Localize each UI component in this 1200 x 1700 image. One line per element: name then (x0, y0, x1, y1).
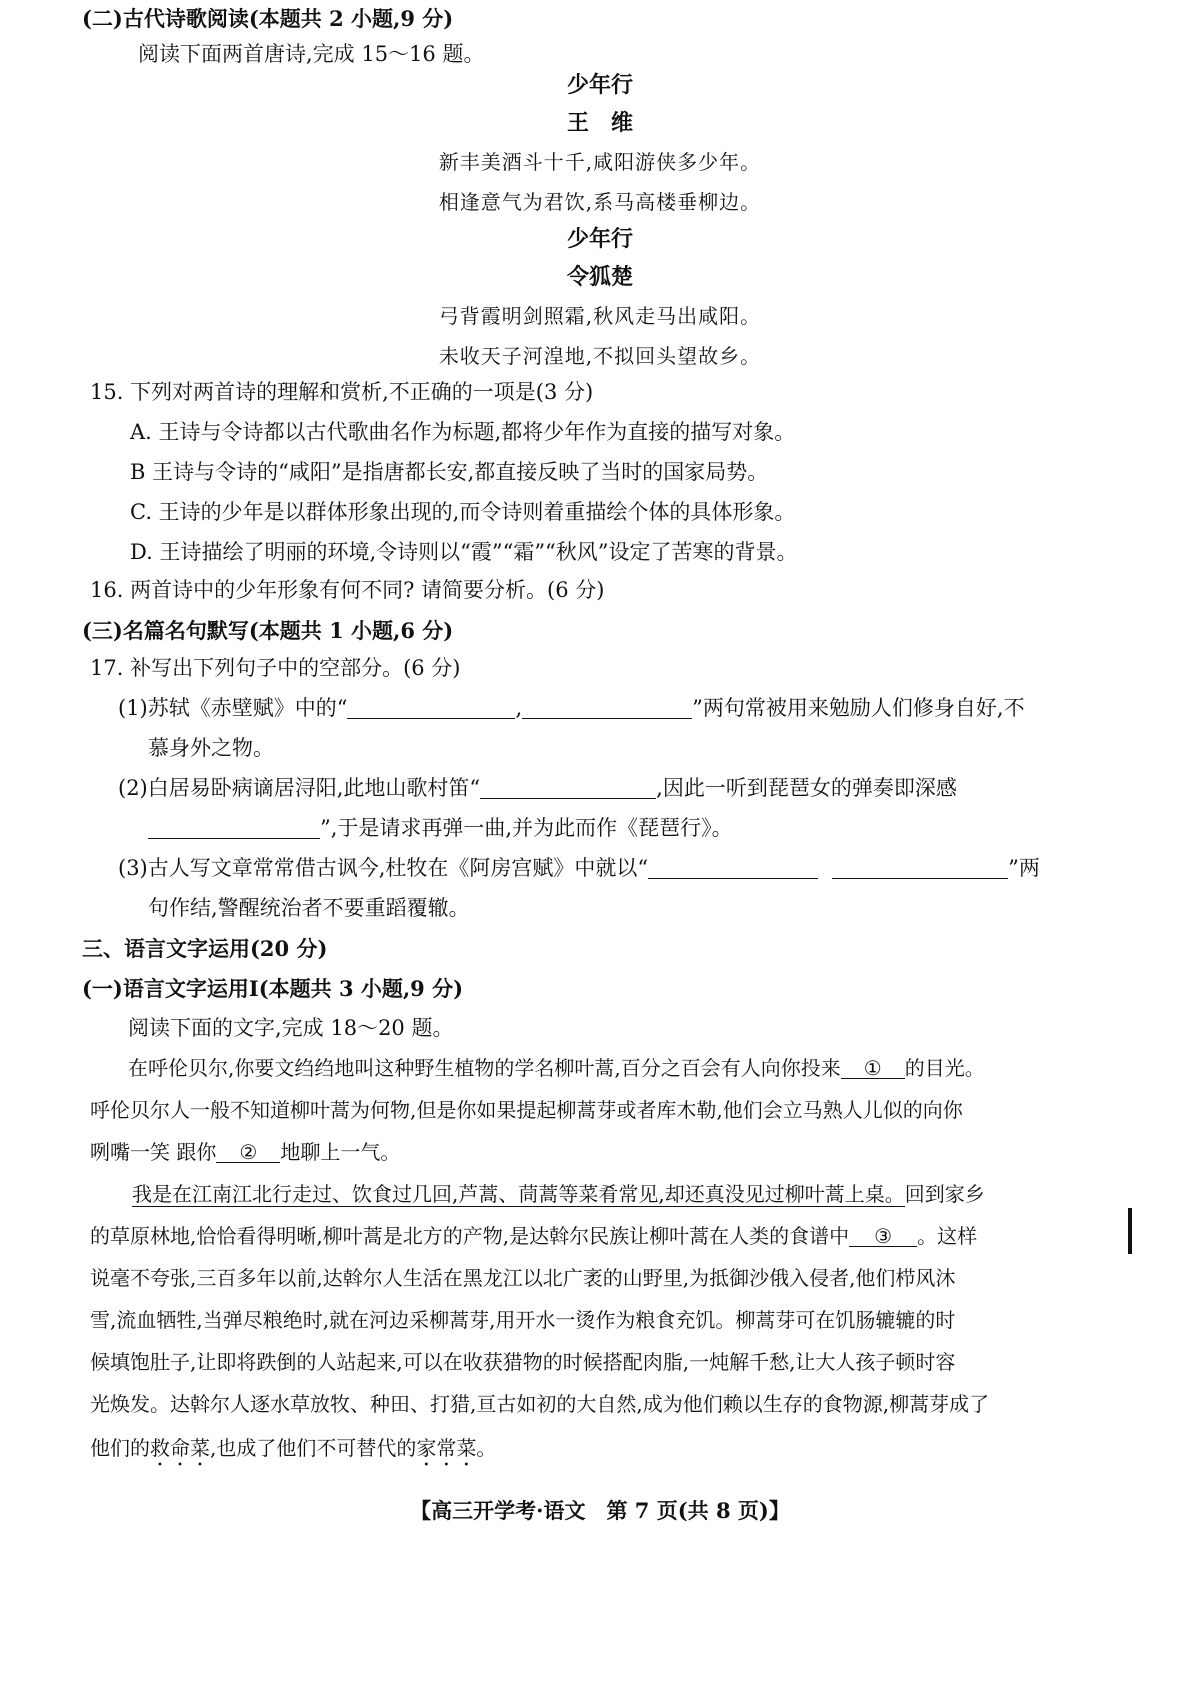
poem2-author: 令狐楚 (566, 264, 633, 290)
passage-line8: 候填饱肚子,让即将跌倒的人站起来,可以在收获猎物的时候搭配肉脂,一炖解千愁,让大人孩子顿时容 (90, 1350, 956, 1374)
section-3-heading: (三)名篇名句默写(本题共 1 小题,6 分) (82, 618, 454, 643)
scan-edge-mark (1128, 1208, 1132, 1254)
passage-line10-b: ,也成了他们不可替代的 (210, 1436, 417, 1460)
q17-item2-line2 (148, 818, 733, 839)
passage-line1-a: 在呼伦贝尔,你要文绉绉地叫这种野生植物的学名柳叶蒿,百分之百会有人向你投来 (128, 1056, 841, 1080)
passage-line4 (132, 1184, 985, 1204)
passage-line5 (90, 1226, 977, 1247)
dotted-word-1: 救命菜 (150, 1436, 210, 1460)
poem1-title: 少年行 (566, 72, 633, 98)
q17-item2-text-c: ”,于是请求再弹一曲,并为此而作《琵琶行》。 (320, 816, 733, 840)
poem2-title: 少年行 (566, 226, 633, 252)
section-2-heading: (二)古代诗歌阅读(本题共 2 小题,9 分) (82, 6, 454, 31)
q17-item1-line2: 慕身外之物。 (148, 736, 274, 760)
answer-blank-2[interactable]: ② (216, 1142, 280, 1163)
q17-item2-blank2[interactable] (148, 820, 320, 839)
poem1-line1: 新丰美酒斗十千,咸阳游侠多少年。 (438, 150, 762, 174)
passage-line4-rest: 回到家乡 (904, 1182, 985, 1206)
q17-item2-text-a: (2)白居易卧病谪居浔阳,此地山歌村笛“ (118, 776, 481, 800)
dotted-word-2: 家常菜 (416, 1436, 477, 1460)
passage-line2: 呼伦贝尔人一般不知道柳叶蒿为何物,但是你如果提起柳蒿芽或者库木勒,他们会立马熟人儿似的向你 (90, 1098, 963, 1122)
poem1-line2: 相逢意气为君饮,系马高楼垂柳边。 (438, 190, 762, 214)
q17-item3-line2: 句作结,警醒统治者不要重蹈覆辙。 (148, 896, 470, 920)
passage-line6: 说毫不夸张,三百多年以前,达斡尔人生活在黑龙江以北广袤的山野里,为抵御沙俄入侵者,他们栉风沐 (90, 1266, 956, 1290)
q17-item2-line1 (118, 778, 957, 799)
poem2-line2: 未收天子河湟地,不拟回头望故乡。 (438, 344, 762, 368)
passage-line1 (128, 1058, 985, 1079)
q17-item3-text-b: ”两 (1008, 856, 1040, 880)
q17-item1-text-b: ”两句常被用来勉励人们修身自好,不 (692, 696, 1025, 720)
q17-item3-text-a: (3)古人写文章常常借古讽今,杜牧在《阿房宫赋》中就以“ (118, 856, 649, 880)
q16-stem: 16. 两首诗中的少年形象有何不同? 请简要分析。(6 分) (90, 578, 605, 602)
q15-option-d: D. 王诗描绘了明丽的环境,令诗则以“霞”“霜”“秋风”设定了苦寒的背景。 (130, 540, 798, 564)
passage-line9: 光焕发。达斡尔人逐水草放牧、种田、打猎,亘古如初的大自然,成为他们赖以生存的食物源,柳蒿芽成了 (90, 1392, 990, 1416)
q17-item3-line1 (118, 858, 1040, 879)
q15-option-b: B 王诗与令诗的“咸阳”是指唐都长安,都直接反映了当时的国家局势。 (130, 460, 769, 484)
poem2-line1: 弓背霞明剑照霜,秋风走马出咸阳。 (438, 304, 762, 328)
poem1-author: 王 维 (566, 110, 633, 136)
passage-line10 (90, 1436, 496, 1471)
passage-line5-a: 的草原林地,恰恰看得明晰,柳叶蒿是北方的产物,是达斡尔民族让柳叶蒿在人类的食谱中 (90, 1224, 850, 1248)
q17-item1-line1 (118, 698, 1025, 719)
q15-stem: 15. 下列对两首诗的理解和赏析,不正确的一项是(3 分) (90, 380, 594, 404)
part-3-heading: 三、语言文字运用(20 分) (82, 936, 328, 961)
q17-item3-blank2[interactable] (832, 860, 1008, 879)
q17-item3-blank1[interactable] (648, 860, 818, 879)
q17-item1-blank1[interactable] (347, 700, 515, 719)
answer-blank-1[interactable]: ① (841, 1058, 905, 1079)
passage-line3-b: 地聊上一气。 (280, 1140, 401, 1164)
q17-item2-blank1[interactable] (480, 780, 656, 799)
q17-item2-text-b: ,因此一听到琵琶女的弹奏即深感 (656, 776, 957, 800)
q17-item1-text-a: (1)苏轼《赤壁赋》中的“ (118, 696, 348, 720)
q15-option-a: A. 王诗与令诗都以古代歌曲名作为标题,都将少年作为直接的描写对象。 (130, 420, 796, 444)
subsection-1-heading: (一)语言文字运用Ⅰ(本题共 3 小题,9 分) (82, 976, 464, 1001)
poems-intro: 阅读下面两首唐诗,完成 15～16 题。 (138, 42, 485, 66)
passage-intro: 阅读下面的文字,完成 18～20 题。 (128, 1016, 454, 1040)
q17-item1-comma: , (515, 696, 523, 720)
passage-line7: 雪,流血牺牲,当弹尽粮绝时,就在河边采柳蒿芽,用开水一烫作为粮食充饥。柳蒿芽可在饥肠辘辘的时 (90, 1308, 956, 1332)
q17-item1-blank2[interactable] (522, 700, 692, 719)
passage-line3 (90, 1142, 400, 1163)
passage-line10-c: 。 (476, 1436, 497, 1460)
q15-option-c: C. 王诗的少年是以群体形象出现的,而令诗则着重描绘个体的具体形象。 (130, 500, 796, 524)
answer-blank-3[interactable]: ③ (849, 1226, 917, 1247)
page-footer: 【高三开学考·语文 第 7 页(共 8 页)】 (410, 1498, 790, 1523)
passage-line5-b: 。这样 (917, 1224, 978, 1248)
passage-line1-b: 的目光。 (904, 1056, 985, 1080)
passage-line3-a: 咧嘴一笑 跟你 (90, 1140, 217, 1164)
passage-line10-a: 他们的 (90, 1436, 150, 1460)
underlined-sentence: 我是在江南江北行走过、饮食过几回,芦蒿、茼蒿等菜肴常见,却还真没见过柳叶蒿上桌。 (132, 1182, 905, 1206)
q17-stem: 17. 补写出下列句子中的空部分。(6 分) (90, 656, 461, 680)
